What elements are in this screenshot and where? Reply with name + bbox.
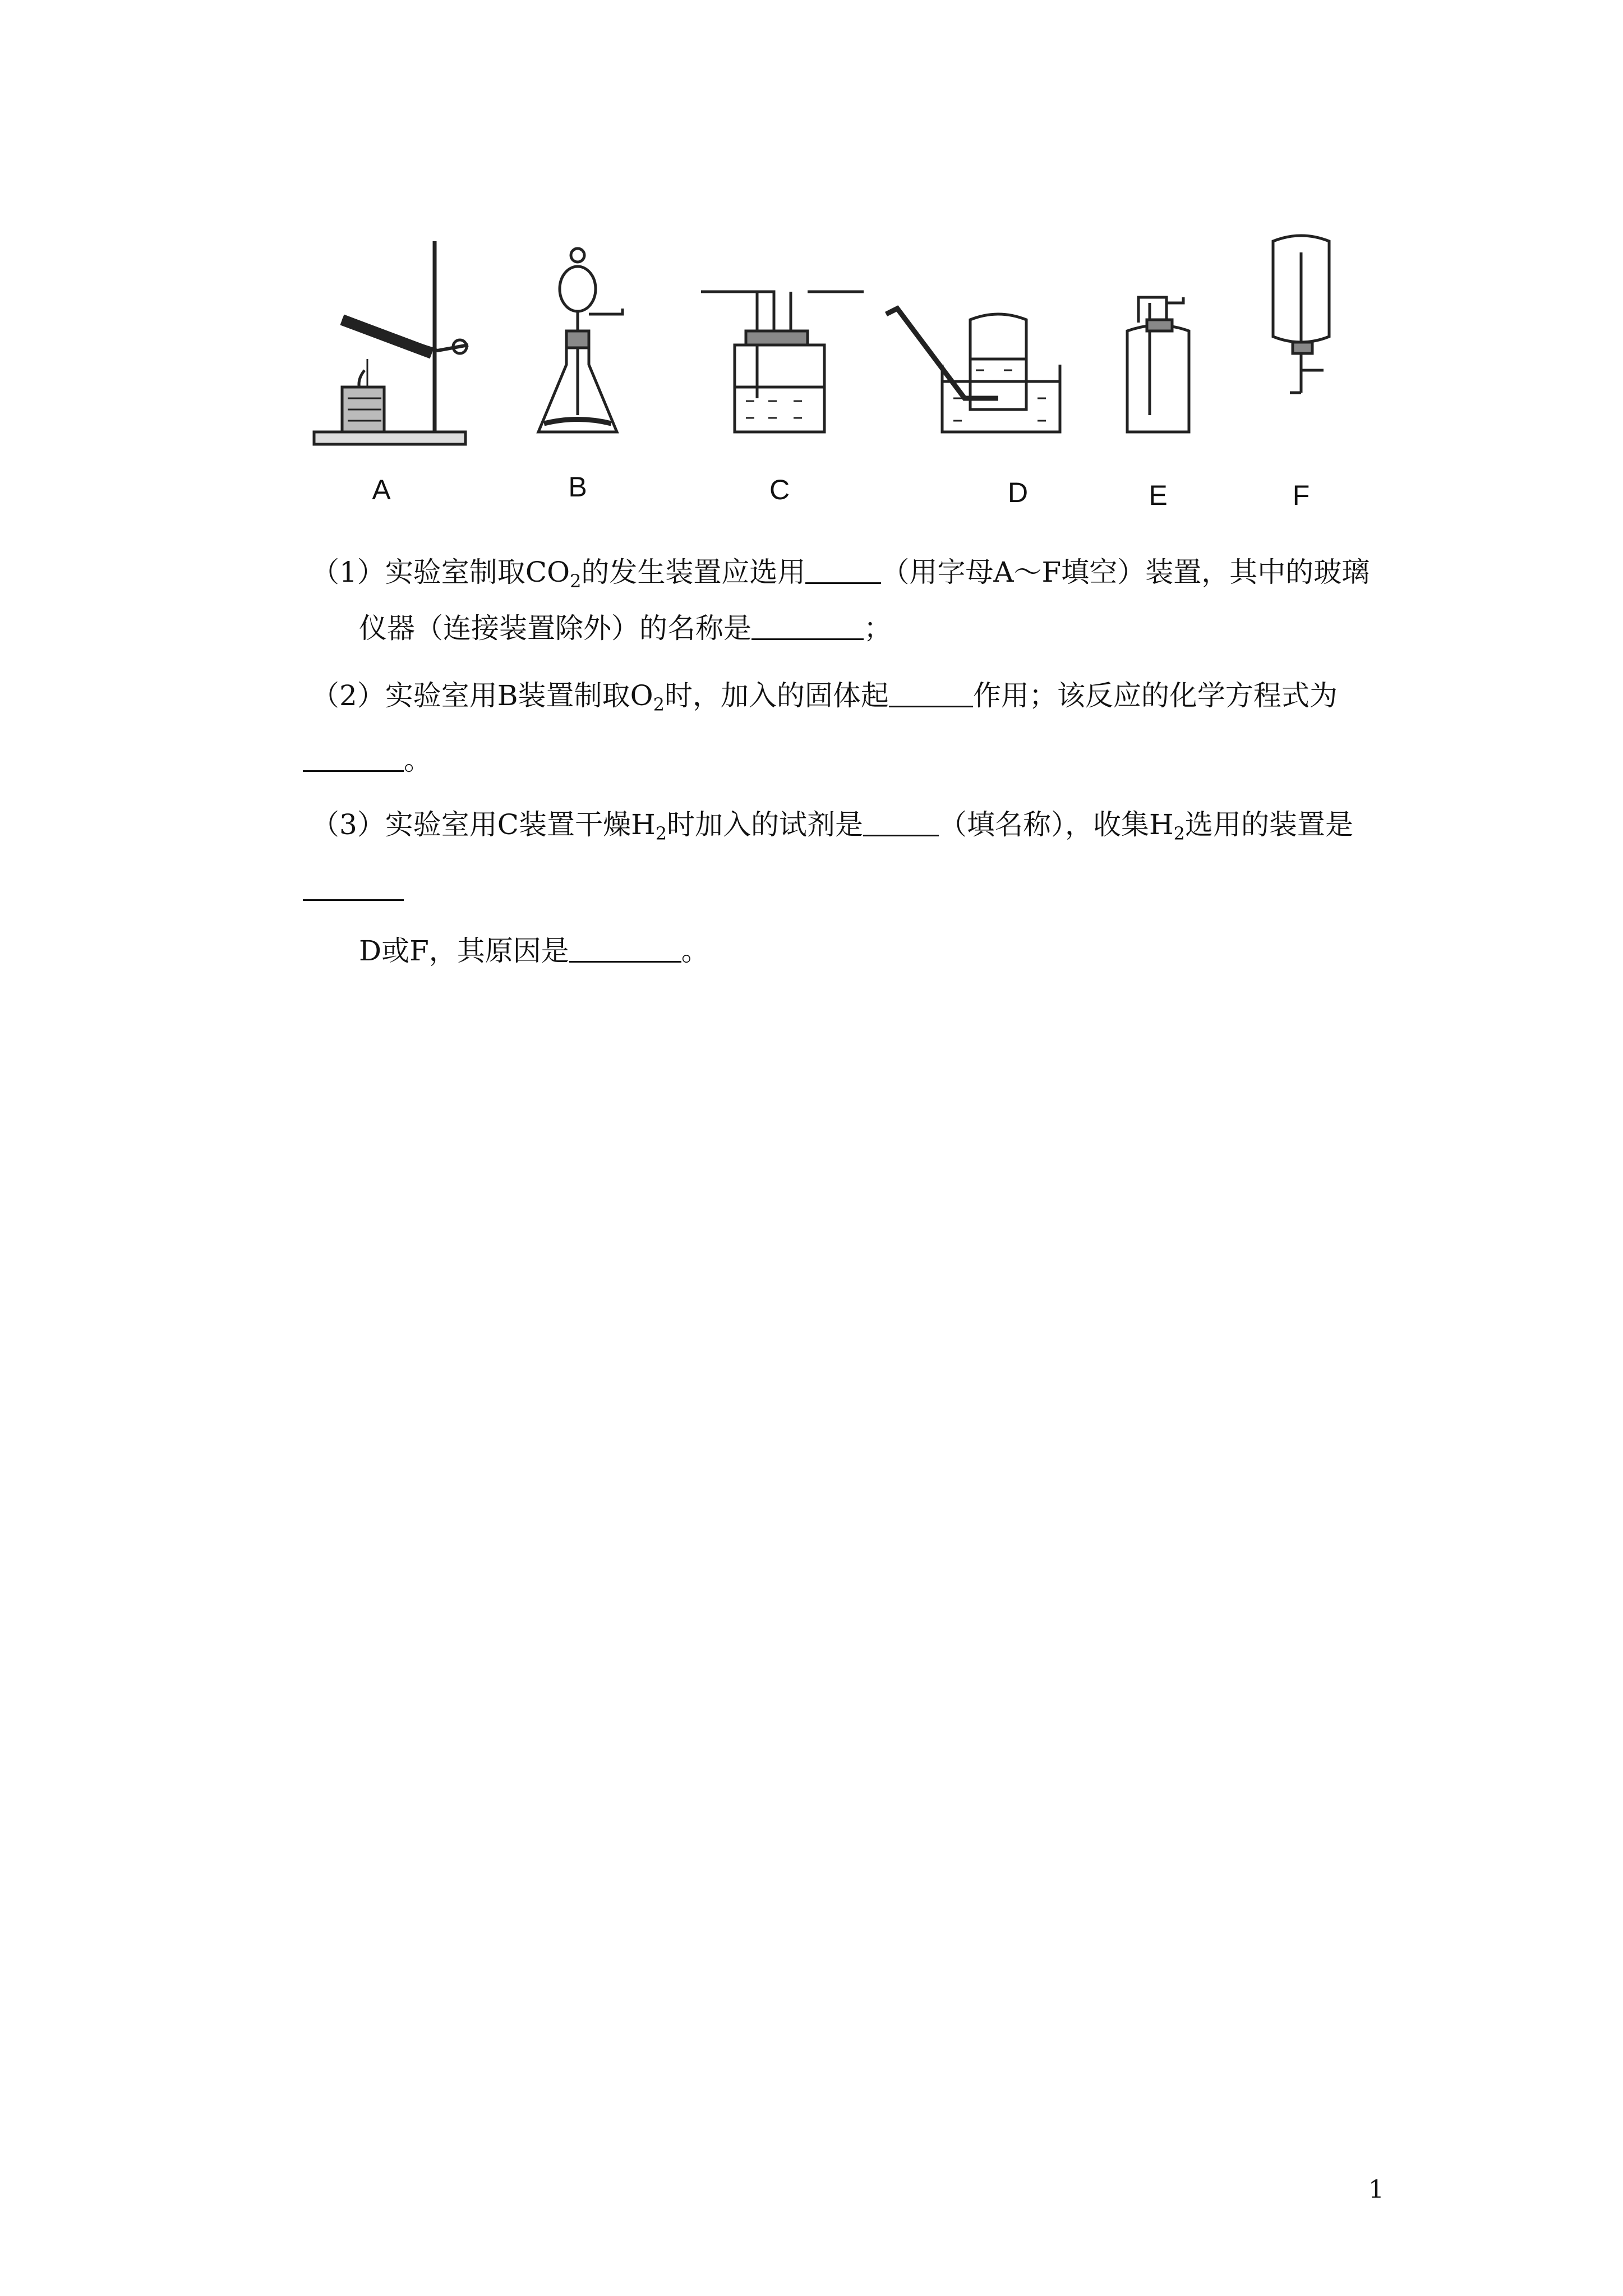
q3-formula: H: [631, 808, 656, 841]
q3-formula2: H: [1149, 808, 1174, 841]
q3-blank-3[interactable]: [569, 935, 681, 963]
q2-prefix: （2）实验室用B装置制取: [311, 679, 630, 712]
apparatus-f-drawing: [1273, 236, 1329, 393]
q2-blank-2[interactable]: [303, 744, 404, 772]
q1-mid: 的发生装置应选用: [581, 556, 806, 588]
q3-mid: 时加入的试剂是: [667, 808, 864, 841]
q2-formula: O: [630, 679, 653, 712]
q1-blank-1[interactable]: [805, 556, 881, 584]
q2-after-blank: 作用；该反应的化学方程式为: [972, 679, 1338, 712]
q2-line2-end: 。: [404, 744, 432, 776]
apparatus-c-drawing: [701, 292, 864, 432]
question-3-line-3: [359, 934, 709, 968]
question-2-line-2: [303, 743, 432, 777]
q3-blank-2[interactable]: [303, 873, 404, 901]
page-number: 1: [1368, 2175, 1384, 2204]
apparatus-d-drawing: [886, 309, 1060, 432]
q3-formula-sub: 2: [655, 823, 667, 844]
q1-after-blank: （用字母A～F填空）装置，其中的玻璃: [881, 556, 1370, 588]
q1-prefix: （1）实验室制取: [311, 556, 525, 588]
question-3-line-2: [303, 872, 404, 906]
figure-label-c: C: [769, 474, 790, 505]
q3-prefix: （3）实验室用C装置干燥: [311, 808, 631, 841]
q2-formula-sub: 2: [653, 694, 665, 715]
q1-blank-2[interactable]: [751, 613, 864, 640]
q3-formula2-sub: 2: [1173, 823, 1186, 844]
figure-label-f: F: [1292, 480, 1310, 511]
q3-end: 选用的装置是: [1185, 808, 1354, 841]
q3-line3-end: 。: [681, 935, 709, 967]
apparatus-b-drawing: [538, 249, 623, 432]
figure-label-b: B: [568, 471, 587, 503]
figure-label-d: D: [1007, 477, 1029, 508]
question-1-line-1: [311, 555, 1370, 598]
q1-line2-end: ；: [864, 612, 892, 645]
question-3-line-1: [311, 808, 1353, 850]
q1-formula: CO: [525, 556, 570, 588]
apparatus-figure: [303, 230, 1396, 527]
q3-after-blank: （填名称），收集: [939, 808, 1150, 841]
question-2-line-1: [311, 679, 1338, 721]
q2-blank-1[interactable]: [889, 680, 973, 707]
q2-mid: 时，加入的固体起: [664, 679, 889, 712]
q3-blank-1[interactable]: [863, 809, 939, 836]
apparatus-e-drawing: [1127, 297, 1189, 432]
question-1-line-2: [359, 611, 892, 645]
q1-formula-sub: 2: [570, 570, 582, 592]
figure-label-e: E: [1149, 480, 1168, 511]
figure-label-a: A: [372, 474, 391, 505]
q3-line3: D或F，其原因是: [359, 935, 569, 967]
q1-line2: 仪器（连接装置除外）的名称是: [359, 612, 751, 645]
apparatus-a-drawing: [314, 241, 468, 444]
